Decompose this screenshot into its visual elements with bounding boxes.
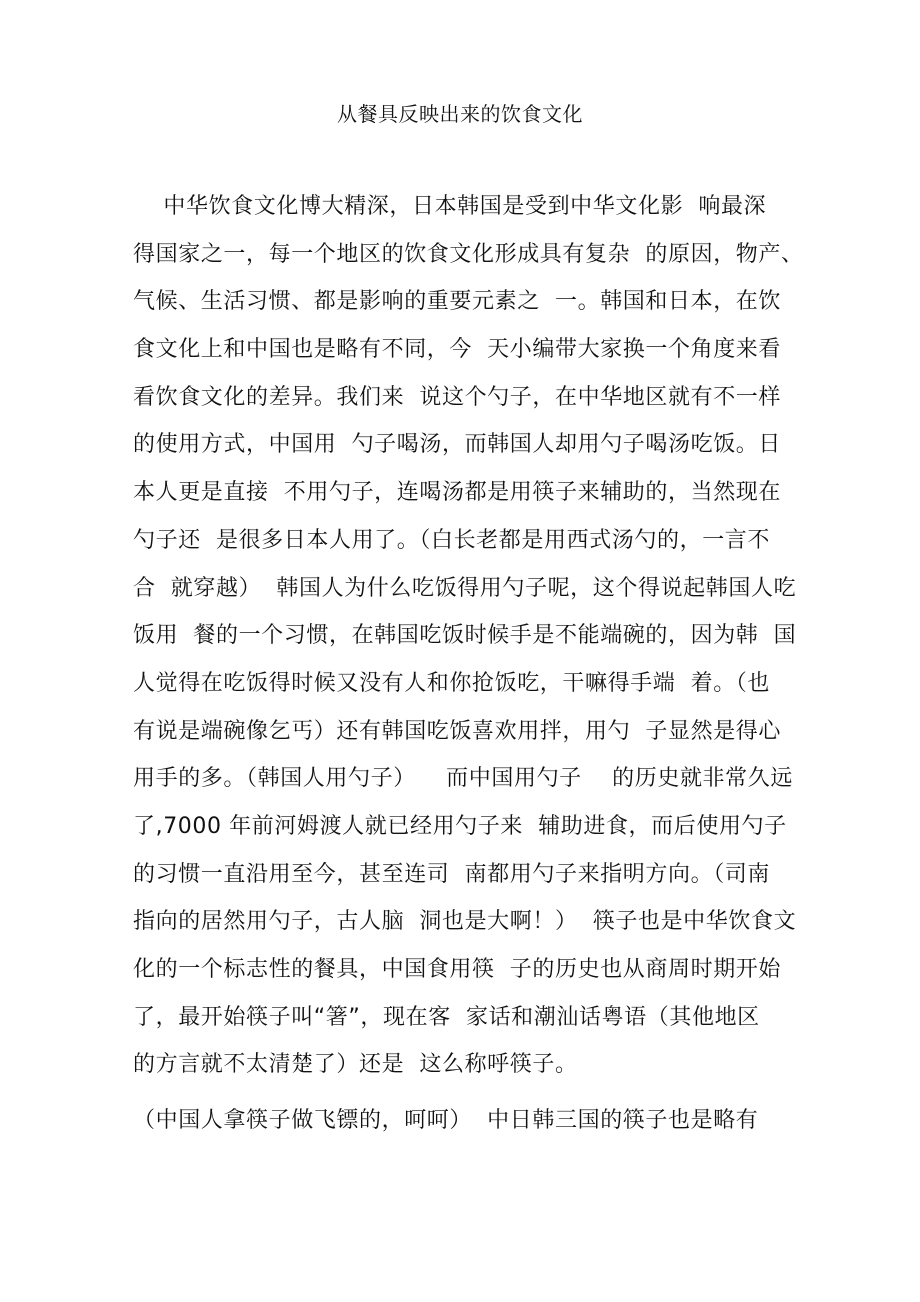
body-text-line: 合 就穿越） 韩国人为什么吃饭得用勺子呢，这个得说起韩国人吃	[133, 576, 797, 601]
body-text-line: 的使用方式，中国用 勺子喝汤，而韩国人却用勺子喝汤吃饭。日	[133, 432, 781, 457]
body-text-line: 化的一个标志性的餐具，中国食用筷 子的历史也从商周时期开始	[133, 957, 781, 982]
body-text-line: 饭用 餐的一个习惯，在韩国吃饭时候手是不能端碗的，因为韩 国	[133, 623, 797, 648]
body-text-line: 了，最开始筷子叫“箸”，现在客 家话和潮汕话粤语（其他地区	[133, 1005, 760, 1030]
body-text-line: 人觉得在吃饭得时候又没有人和你抢饭吃，干嘛得手端 着。（也	[133, 671, 770, 696]
body-text-line: 勺子还 是很多日本人用了。（白长老都是用西式汤勺的，一言不	[133, 528, 770, 553]
body-text-line: 得国家之一，每一个地区的饮食文化形成具有复杂 的原因，物产、	[133, 242, 804, 267]
body-text-line: 用手的多。（韩国人用勺子） 而中国用勺子 的历史就非常久远	[133, 766, 793, 791]
body-text-line: 有说是端碗像乞丐）还有韩国吃饭喜欢用拌，用勺 子显然是得心	[133, 719, 781, 744]
body-text-line: （中国人拿筷子做飞镖的，呵呵） 中日韩三国的筷子也是略有	[133, 1108, 759, 1133]
body-text-line: 了,7000 年前河姆渡人就已经用勺子来 辅助进食，而后使用勺子	[133, 814, 787, 839]
body-text-line: 看饮食文化的差异。我们来 说这个勺子，在中华地区就有不一样	[133, 385, 781, 410]
body-text-line: 的习惯一直沿用至今，甚至连司 南都用勺子来指明方向。（司南	[133, 862, 770, 887]
body-text-line: 本人更是直接 不用勺子，连喝汤都是用筷子来辅助的，当然现在	[133, 480, 781, 505]
page-title: 从餐具反映出来的饮食文化	[337, 102, 583, 126]
body-text-line: 气候、生活习惯、都是影响的重要元素之 一。韩国和日本，在饮	[133, 289, 781, 314]
body-text-line: 中华饮食文化博大精深，日本韩国是受到中华文化影 响最深	[133, 194, 767, 219]
body-text-line: 指向的居然用勺子，古人脑 洞也是大啊！） 筷子也是中华饮食文	[133, 909, 797, 934]
body-text-line: 食文化上和中国也是略有不同，今 天小编带大家换一个角度来看	[133, 337, 781, 362]
body-text-line: 的方言就不太清楚了）还是 这么称呼筷子。	[133, 1052, 578, 1077]
